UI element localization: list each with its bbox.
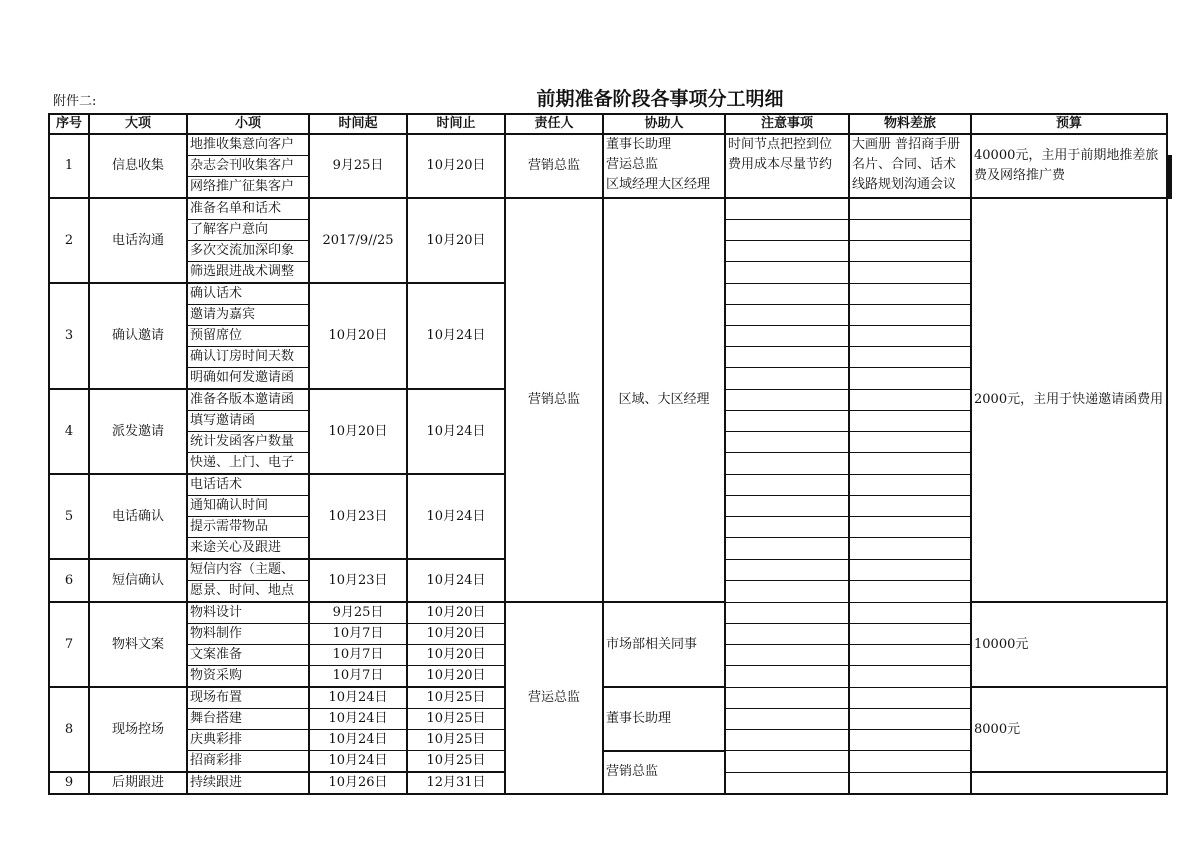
start-date-cell: 10月7日 — [309, 666, 407, 688]
minor-item-cell: 统计发函客户数量 — [187, 432, 309, 453]
major-item-cell: 确认邀请 — [89, 283, 187, 389]
start-date-cell: 10月7日 — [309, 624, 407, 645]
end-date-cell: 10月20日 — [407, 666, 505, 688]
minor-item-cell: 杂志会刊收集客户 — [187, 156, 309, 177]
minor-item-cell: 邀请为嘉宾 — [187, 305, 309, 326]
materials-cell — [849, 709, 971, 730]
notes-cell — [725, 730, 849, 751]
minor-item-cell: 预留席位 — [187, 326, 309, 347]
header-budget: 预算 — [971, 114, 1167, 134]
budget-cell: 2000元，主用于快递邀请函费用 — [971, 198, 1167, 602]
materials-cell — [849, 772, 971, 794]
minor-item-cell: 多次交流加深印象 — [187, 241, 309, 262]
end-date-cell: 10月24日 — [407, 474, 505, 559]
minor-item-cell: 提示需带物品 — [187, 517, 309, 538]
end-date-cell: 10月20日 — [407, 624, 505, 645]
table-row — [49, 602, 1171, 624]
budget-cell: 10000元 — [971, 602, 1167, 687]
end-date-cell: 10月25日 — [407, 709, 505, 730]
start-date-cell: 10月23日 — [309, 474, 407, 559]
assistant-cell: 市场部相关同事 — [603, 602, 725, 687]
notes-cell — [725, 432, 849, 453]
materials-cell — [849, 474, 971, 496]
table-row — [49, 687, 1171, 709]
materials-cell — [849, 730, 971, 751]
materials-line: 大画册 普招商手册 — [852, 137, 961, 152]
end-date-cell: 10月20日 — [407, 134, 505, 198]
minor-item-cell: 确认订房时间天数 — [187, 347, 309, 368]
minor-item-cell: 来途关心及跟进 — [187, 538, 309, 560]
notes-cell — [725, 134, 849, 198]
minor-item-cell: 庆典彩排 — [187, 730, 309, 751]
notes-cell — [725, 262, 849, 284]
materials-cell — [849, 198, 971, 220]
materials-cell — [849, 241, 971, 262]
seq-cell: 4 — [49, 389, 89, 474]
minor-item-cell: 网络推广征集客户 — [187, 177, 309, 199]
minor-item-cell: 持续跟进 — [187, 772, 309, 794]
minor-item-cell: 文案准备 — [187, 645, 309, 666]
minor-item-cell: 招商彩排 — [187, 751, 309, 773]
materials-cell — [849, 389, 971, 411]
minor-item-cell: 短信内容（主题、 — [187, 559, 309, 581]
seq-cell: 8 — [49, 687, 89, 772]
end-date-cell: 10月20日 — [407, 645, 505, 666]
start-date-cell: 9月25日 — [309, 602, 407, 624]
assistant-cell: 董事长助理 — [603, 687, 725, 751]
end-date-cell: 10月24日 — [407, 283, 505, 389]
start-date-cell: 10月24日 — [309, 687, 407, 709]
header-major: 大项 — [89, 114, 187, 134]
minor-item-cell: 地推收集意向客户 — [187, 134, 309, 156]
minor-item-cell: 电话话术 — [187, 474, 309, 496]
start-date-cell: 10月20日 — [309, 283, 407, 389]
minor-item-cell: 确认话术 — [187, 283, 309, 305]
notes-cell — [725, 411, 849, 432]
owner-cell: 营销总监 — [505, 134, 603, 198]
minor-item-cell: 了解客户意向 — [187, 220, 309, 241]
materials-cell — [849, 347, 971, 368]
materials-cell — [849, 517, 971, 538]
materials-cell — [849, 559, 971, 581]
end-date-cell: 10月20日 — [407, 602, 505, 624]
notes-cell — [725, 517, 849, 538]
materials-cell — [849, 496, 971, 517]
start-date-cell: 10月24日 — [309, 709, 407, 730]
budget-cell — [971, 772, 1167, 794]
materials-cell — [849, 262, 971, 284]
header-materials: 物料差旅 — [849, 114, 971, 134]
start-date-cell: 10月26日 — [309, 772, 407, 794]
assistant-cell: 营销总监 — [603, 751, 725, 795]
materials-cell — [1169, 177, 1171, 199]
notes-cell — [725, 305, 849, 326]
notes-cell — [725, 624, 849, 645]
minor-item-cell: 舞台搭建 — [187, 709, 309, 730]
notes-cell — [725, 453, 849, 475]
materials-cell — [849, 453, 971, 475]
assistant-line: 营运总监 — [606, 157, 659, 172]
minor-item-cell: 筛选跟进战术调整 — [187, 262, 309, 284]
minor-item-cell: 填写邀请函 — [187, 411, 309, 432]
notes-cell — [725, 347, 849, 368]
minor-item-cell: 物料制作 — [187, 624, 309, 645]
header-notes: 注意事项 — [725, 114, 849, 134]
end-date-cell: 10月24日 — [407, 559, 505, 602]
start-date-cell: 9月25日 — [309, 134, 407, 198]
start-date-cell: 2017/9//25 — [309, 198, 407, 283]
end-date-cell: 10月25日 — [407, 730, 505, 751]
header-owner: 责任人 — [505, 114, 603, 134]
notes-cell — [725, 474, 849, 496]
materials-cell — [849, 666, 971, 688]
notes-cell — [725, 772, 849, 794]
seq-cell: 9 — [49, 772, 89, 794]
notes-line: 时间节点把控到位 — [728, 137, 833, 152]
page-title: 前期准备阶段各事项分工明细 — [536, 88, 784, 110]
owner-cell: 营运总监 — [505, 602, 603, 794]
owner-cell: 营销总监 — [505, 198, 603, 602]
budget-cell: 40000元，主用于前期地推差旅费及网络推广费 — [971, 134, 1167, 198]
assistant-line: 区域经理大区经理 — [606, 177, 711, 192]
materials-cell — [849, 687, 971, 709]
notes-cell — [725, 751, 849, 773]
notes-cell — [725, 496, 849, 517]
minor-item-cell: 物料设计 — [187, 602, 309, 624]
end-date-cell: 10月25日 — [407, 751, 505, 773]
major-item-cell: 派发邀请 — [89, 389, 187, 474]
materials-cell — [849, 283, 971, 305]
notes-cell — [725, 283, 849, 305]
minor-item-cell: 准备各版本邀请函 — [187, 389, 309, 411]
notes-cell — [725, 326, 849, 347]
table-header-row — [49, 114, 1171, 134]
materials-cell — [849, 432, 971, 453]
materials-cell — [849, 581, 971, 603]
start-date-cell: 10月24日 — [309, 751, 407, 773]
seq-cell: 7 — [49, 602, 89, 687]
materials-cell — [849, 624, 971, 645]
materials-cell — [849, 134, 971, 198]
notes-cell — [725, 538, 849, 560]
materials-cell — [849, 538, 971, 560]
budget-cell: 8000元 — [971, 687, 1167, 772]
header-start: 时间起 — [309, 114, 407, 134]
materials-line: 线路规划沟通会议 — [852, 177, 957, 192]
minor-item-cell: 现场布置 — [187, 687, 309, 709]
table-body — [49, 134, 1171, 794]
end-date-cell: 12月31日 — [407, 772, 505, 794]
notes-cell — [725, 368, 849, 390]
minor-item-cell: 物资采购 — [187, 666, 309, 688]
materials-cell — [849, 751, 971, 773]
minor-item-cell: 通知确认时间 — [187, 496, 309, 517]
notes-cell — [725, 198, 849, 220]
notes-cell — [725, 687, 849, 709]
end-date-cell: 10月24日 — [407, 389, 505, 474]
major-item-cell: 短信确认 — [89, 559, 187, 602]
notes-cell — [725, 389, 849, 411]
materials-cell — [849, 602, 971, 624]
start-date-cell: 10月23日 — [309, 559, 407, 602]
materials-cell — [849, 368, 971, 390]
notes-cell — [725, 241, 849, 262]
assistant-cell: 区域、大区经理 — [603, 198, 725, 602]
table-row — [49, 198, 1171, 220]
materials-cell — [849, 305, 971, 326]
materials-line: 名片、合同、话术 — [852, 157, 957, 172]
minor-item-cell: 快递、上门、电子 — [187, 453, 309, 475]
materials-cell — [849, 645, 971, 666]
notes-cell — [725, 602, 849, 624]
minor-item-cell: 愿景、时间、地点 — [187, 581, 309, 603]
table-row — [49, 134, 1171, 156]
end-date-cell: 10月25日 — [407, 687, 505, 709]
assistant-cell — [603, 134, 725, 198]
notes-line: 费用成本尽量节约 — [728, 157, 833, 172]
assignment-table — [48, 113, 1172, 795]
notes-cell — [725, 645, 849, 666]
major-item-cell: 后期跟进 — [89, 772, 187, 794]
major-item-cell: 物料文案 — [89, 602, 187, 687]
start-date-cell: 10月20日 — [309, 389, 407, 474]
start-date-cell: 10月24日 — [309, 730, 407, 751]
seq-cell: 1 — [49, 134, 89, 198]
materials-cell — [849, 220, 971, 241]
notes-cell — [725, 666, 849, 688]
notes-cell — [725, 220, 849, 241]
attachment-label: 附件二: — [53, 94, 97, 109]
assistant-line: 董事长助理 — [606, 137, 672, 152]
header-assistant: 协助人 — [603, 114, 725, 134]
seq-cell: 3 — [49, 283, 89, 389]
seq-cell: 2 — [49, 198, 89, 283]
major-item-cell: 信息收集 — [89, 134, 187, 198]
materials-cell — [1169, 156, 1171, 177]
materials-cell — [849, 411, 971, 432]
notes-cell — [725, 709, 849, 730]
start-date-cell: 10月7日 — [309, 645, 407, 666]
header-end: 时间止 — [407, 114, 505, 134]
major-item-cell: 电话确认 — [89, 474, 187, 559]
seq-cell: 5 — [49, 474, 89, 559]
seq-cell: 6 — [49, 559, 89, 602]
minor-item-cell: 明确如何发邀请函 — [187, 368, 309, 390]
header-seq: 序号 — [49, 114, 89, 134]
end-date-cell: 10月20日 — [407, 198, 505, 283]
minor-item-cell: 准备名单和话术 — [187, 198, 309, 220]
materials-cell — [849, 326, 971, 347]
notes-cell — [725, 581, 849, 603]
major-item-cell: 电话沟通 — [89, 198, 187, 283]
notes-cell — [725, 559, 849, 581]
major-item-cell: 现场控场 — [89, 687, 187, 772]
header-minor: 小项 — [187, 114, 309, 134]
